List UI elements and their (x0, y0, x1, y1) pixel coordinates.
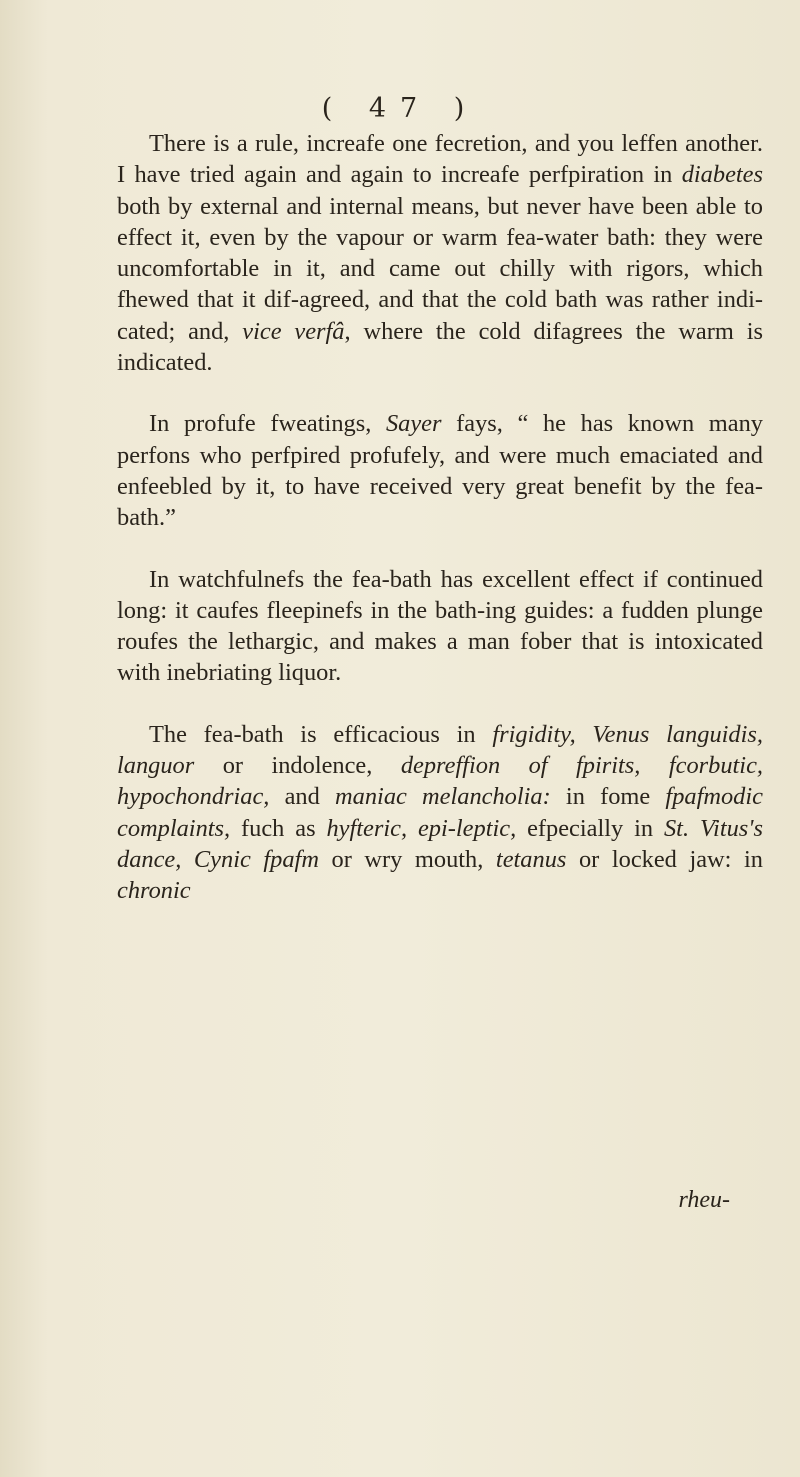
italic-run: fpafmodic complaints, (117, 783, 763, 842)
text-run: , where the cold difagrees the warm is indicated. (117, 317, 763, 377)
text-run: In profufe fweatings, (149, 410, 386, 438)
italic-run: tetanus (495, 845, 567, 873)
page-number: ( 47 ) (321, 93, 479, 124)
paragraph (117, 408, 763, 533)
italic-run: diabetes (681, 161, 763, 189)
text-run: fuch as (230, 814, 327, 842)
text-run: There is a rule, increafe one fecretion, and you leffen another. I have tried again and again to increafe perfpiration in (117, 130, 763, 189)
text-run: in fome (550, 783, 666, 811)
italic-run: depreffion of fpirits, fcorbutic, hypochondriac, (117, 752, 763, 811)
paragraph (117, 564, 763, 689)
paragraph (117, 128, 763, 378)
text-run: fays, “ he has known many perfons who perfpired profufely, and were much emaciated and enfeebled by it, to have received very great benefit by the fea-bath.” (117, 410, 763, 532)
italic-run: vice verfâ (242, 317, 345, 345)
text-run: The fea-bath is efficacious in (149, 720, 493, 748)
text-run: or wry mouth, (318, 845, 496, 873)
italic-run: St. Vitus's dance, Cynic fpafm (117, 814, 763, 873)
italic-run: hyfteric, epi-leptic, (326, 814, 517, 842)
italic-run: maniac melancholia: (335, 783, 551, 811)
text-run: or locked jaw: in (566, 845, 763, 873)
italic-run: Sayer (385, 410, 442, 438)
text-run: and (269, 783, 336, 811)
text-run: In watchfulnefs the fea-bath has excellent effect if continued long: it caufes fleepinefs in the bath-ing guides: a fudden plunge roufes the lethargic, and makes a man fober that is intoxicated with inebriating liquor. (117, 565, 763, 687)
text-run: efpecially in (516, 814, 664, 842)
text-run: or indolence, (194, 752, 401, 780)
paragraph (117, 719, 763, 907)
body-text (117, 128, 763, 907)
italic-run: chronic (117, 877, 191, 905)
italic-run: frigidity, Venus languidis, languor (117, 720, 763, 780)
text-run: both by external and internal means, but never have been able to effect it, even by the vapour or warm fea-water bath: they were uncomfortable in it, and came out chilly with rigors, which fhewed that it dif-agreed, and that the cold bath was rather indi-cated; and, (117, 192, 763, 345)
catchword: rheu- (678, 1187, 730, 1213)
